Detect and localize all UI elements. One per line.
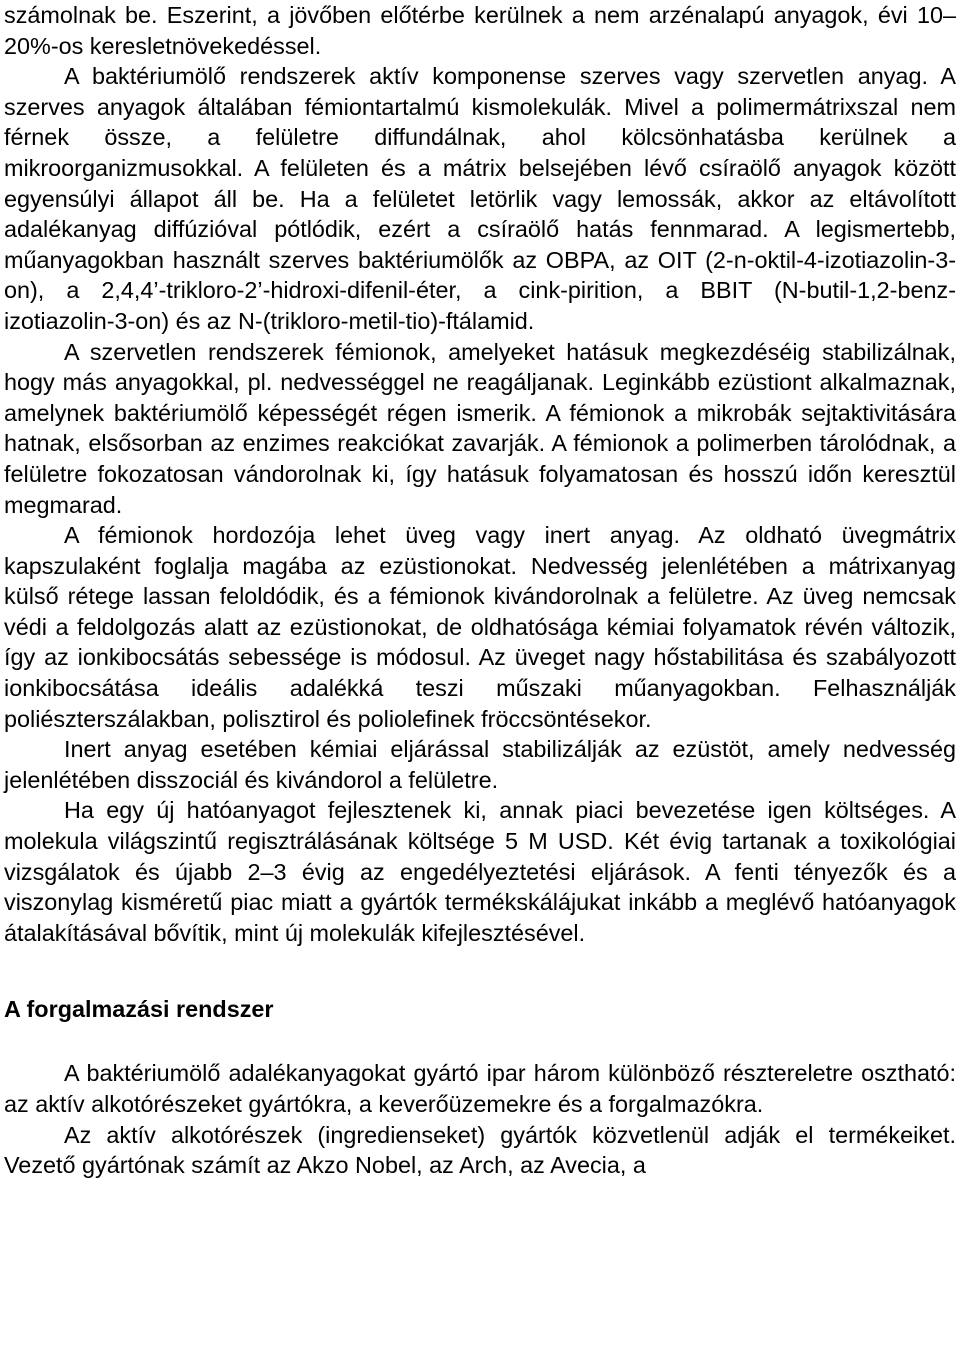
- paragraph-industry-segments: A baktériumölő adalékanyagokat gyártó ipar három különböző résztereletre osztható: az aktív alkotórészeket gyártókra, a keverőüzemekre és a forgalmazókra.: [4, 1060, 956, 1117]
- paragraph-inert-carrier: Inert anyag esetében kémiai eljárással stabilizálják az ezüstöt, amely nedvesség jelenlétében disszociál és kivándorol a felületre.: [4, 736, 956, 793]
- paragraph-active-ingredient-makers: Az aktív alkotórészek (ingredienseket) gyártók közvetlenül adják el termékeiket. Vezető gyártónak számít az Akzo Nobel, az Arch, az Avecia, a: [4, 1121, 956, 1179]
- paragraph-inorganic-systems: A szervetlen rendszerek fémionok, amelyeket hatásuk megkezdéséig stabilizálnak, hogy más anyagokkal, pl. nedvességgel ne reagáljanak. Leginkább ezüstiont alkalmaznak, amelynek baktériumölő képességét régen ismerik. A fémionok a mikrobák sejtaktivitására hatnak, elsősorban az enzimes reakciókat zavarják. A fémionok a polimerben tárolódnak, a felületre fokozatosan vándorolnak ki, így hatásuk folyamatosan és hosszú időn keresztül megmarad.: [4, 338, 956, 518]
- document-page: [4, 0, 956, 1181]
- paragraph-metal-ion-carriers: A fémionok hordozója lehet üveg vagy inert anyag. Az oldható üvegmátrix kapszulaként foglalja magába az ezüstionokat. Nedvesség jelenlétében a mátrixanyag külső rétege lassan feloldódik, és a fémionok kivándorolnak a felületre. Az üveg nemcsak védi a feldolgozás alatt az ezüstionokat, de oldhatósága kémiai folyamatok révén változik, így az ionkibocsátás sebessége is módosul. Az üveget nagy hőstabilitása és szabályozott ionkibocsátása ideális adalékká teszi műszaki műanyagokban. Felhasználják poliészterszálakban, polisztirol és poliolefinek fröccsöntésekor.: [4, 522, 956, 732]
- paragraph-organic-biocides: A baktériumölő rendszerek aktív komponense szerves vagy szervetlen anyag. A szerves anyagok általában fémiontartalmú kismolekulák. Mivel a polimermátrixszal nem férnek össze, a felületre diffundálnak, ahol kölcsönhatásba kerülnek a mikroorganizmusokkal. A felületen és a mátrix belsejében lévő csíraölő anyagok között egyensúlyi állapot áll be. Ha a felületet letörlik vagy lemossák, akkor az eltávolított adalékanyag diffúzióval pótlódik, ezért a csíraölő hatás fennmarad. A legismertebb, műanyagokban használt szerves baktériumölők az OBPA, az OIT (2-n-oktil-4-izotiazolin-3-on), a 2,4,4’-trikloro-2’-hidroxi-difenil-éter, a cink-pirition, a BBIT (N-butil-1,2-benz-izotiazolin-3-on) és az N-(trikloro-metil-tio)-ftálamid.: [4, 63, 956, 334]
- section-heading: A forgalmazási rendszer: [4, 996, 274, 1023]
- paragraph-new-active-costs: Ha egy új hatóanyagot fejlesztenek ki, annak piaci bevezetése igen költséges. A molekula világszintű regisztrálásának költsége 5 M USD. Két évig tartanak a toxikológiai vizsgálatok és újabb 2–3 évig az engedélyeztetési eljárások. A fenti tényezők és a viszonylag kisméretű piac miatt a gyártók termékskálájukat inkább a meglévő hatóanyagok átalakításával bővítik, mint új molekulák kifejlesztésével.: [4, 797, 956, 946]
- paragraph-continuation: számolnak be. Eszerint, a jövőben előtérbe kerülnek a nem arzénalapú anyagok, évi 10–20%-os keresletnövekedéssel.: [4, 2, 956, 59]
